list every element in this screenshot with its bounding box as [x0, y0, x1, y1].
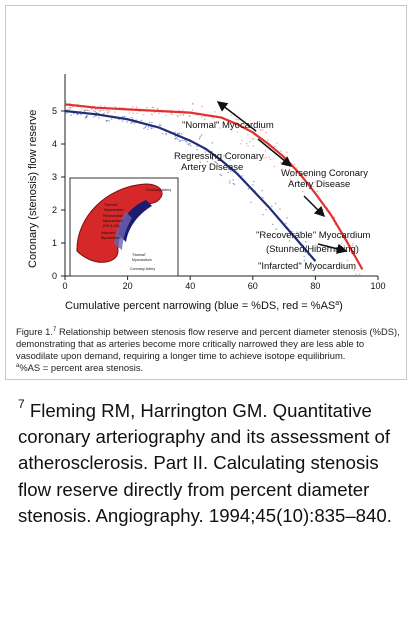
scatter-point [87, 109, 88, 110]
reference-citation [18, 398, 403, 529]
inset-label-infarcted-2: Myocardium [101, 236, 121, 240]
scatter-point [286, 217, 287, 218]
annotation-stunned: (Stunned/Hibernating) [266, 244, 359, 255]
scatter-point [187, 143, 188, 144]
caption-footnote-sup: a [16, 362, 20, 369]
scatter-point [246, 143, 247, 144]
scatter-point [182, 140, 183, 141]
scatter-point [294, 163, 295, 164]
scatter-point [317, 191, 318, 192]
scatter-point [240, 143, 241, 144]
y-tick-label: 2 [51, 205, 57, 215]
scatter-point [262, 214, 263, 215]
scatter-point [229, 182, 230, 183]
scatter-point [89, 110, 90, 111]
x-tick-label: 20 [122, 281, 133, 291]
scatter-point [177, 133, 178, 134]
scatter-point [279, 208, 280, 209]
scatter-point [95, 115, 96, 116]
scatter-point [157, 108, 158, 109]
scatter-point [81, 108, 82, 109]
scatter-point [212, 118, 213, 119]
scatter-point [214, 111, 215, 112]
scatter-point [180, 114, 181, 115]
scatter-point [149, 122, 150, 123]
scatter-point [152, 107, 153, 108]
scatter-point [302, 191, 303, 192]
scatter-point [152, 127, 153, 128]
x-tick-label: 0 [62, 281, 68, 291]
scatter-point [162, 133, 163, 134]
scatter-point [274, 166, 275, 167]
x-tick-label: 40 [185, 281, 196, 291]
scatter-point [118, 119, 119, 120]
scatter-point [181, 133, 182, 134]
scatter-point [190, 145, 191, 146]
inset-label-recoverable-1: Recoverable [103, 214, 124, 218]
scatter-point [261, 190, 262, 191]
scatter-point [192, 109, 193, 110]
scatter-point [80, 114, 81, 115]
scatter-point [106, 120, 107, 121]
scatter-point [305, 241, 306, 242]
scatter-point [68, 107, 69, 108]
scatter-point [141, 120, 142, 121]
caption-ref-sup: 7 [53, 326, 57, 333]
scatter-point [93, 116, 94, 117]
scatter-point [147, 129, 148, 130]
scatter-point [114, 111, 115, 112]
scatter-point [93, 110, 94, 111]
scatter-point [247, 145, 248, 146]
scatter-point [104, 112, 105, 113]
scatter-point [98, 117, 99, 118]
annotation-recoverable: "Recoverable" Myocardium [256, 230, 371, 241]
y-tick-label: 4 [51, 139, 57, 149]
figure-panel [5, 5, 407, 380]
caption-prefix: Figure 1. [16, 326, 53, 337]
scatter-point [153, 107, 154, 108]
scatter-point [276, 142, 277, 143]
scatter-point [303, 256, 304, 257]
inset-label-normal-4: Myocardium [132, 258, 152, 262]
figure-caption [16, 326, 401, 374]
scatter-point [136, 113, 137, 114]
scatter-point [265, 209, 266, 210]
annotation-normal: "Normal" Myocardium [182, 120, 274, 131]
scatter-point [100, 105, 101, 106]
scatter-point [84, 110, 85, 111]
scatter-point [355, 274, 356, 275]
inset-label-normal-1: "Normal" [104, 203, 119, 207]
annotation-infarcted: "Infarcted" Myocardium [258, 261, 357, 272]
scatter-point [73, 113, 74, 114]
scatter-point [359, 274, 360, 275]
scatter-point [158, 113, 159, 114]
scatter-point [270, 159, 271, 160]
scatter-point [86, 115, 87, 116]
inset-label-coronary-bottom: Coronary Artery [130, 267, 156, 271]
scatter-point [267, 140, 268, 141]
inset-myocardium-diagram [70, 178, 178, 276]
scatter-point [122, 120, 123, 121]
scatter-point [143, 128, 144, 129]
scatter-point [280, 150, 281, 151]
x-tick-label: 100 [370, 281, 386, 291]
scatter-point [266, 132, 267, 133]
scatter-point [77, 114, 78, 115]
scatter-point [175, 138, 176, 139]
scatter-point [72, 107, 73, 108]
scatter-point [145, 127, 146, 128]
scatter-point [183, 114, 184, 115]
scatter-point [241, 140, 242, 141]
scatter-point [204, 116, 205, 117]
scatter-point [229, 180, 230, 181]
scatter-point [70, 108, 71, 109]
scatter-point [171, 114, 172, 115]
scatter-point [262, 197, 263, 198]
scatter-point [271, 206, 272, 207]
caption-footnote: %AS = percent area stenosis. [19, 362, 144, 373]
scatter-point [185, 141, 186, 142]
scatter-point [70, 115, 71, 116]
scatter-point [199, 136, 200, 137]
scatter-point [285, 223, 286, 224]
scatter-point [234, 184, 235, 185]
caption-text: Relationship between stenosis flow reserve and percent diameter stenosis (%DS), demonstrating that as arteries become more critically narrowed they are less able to vasodilate upon demand, requiring a longer time to achieve isotope equilibrium. [16, 326, 400, 361]
scatter-point [177, 115, 178, 116]
scatter-point [274, 146, 275, 147]
scatter-point [199, 138, 200, 139]
scatter-point [99, 111, 100, 112]
scatter-point [189, 143, 190, 144]
x-axis-label-sup: a [335, 300, 340, 307]
scatter-point [151, 128, 152, 129]
scatter-point [151, 122, 152, 123]
inset-label-normal-3: "Normal" [132, 253, 147, 257]
scatter-point [124, 116, 125, 117]
inset-label-recoverable-3: (SH & SA) [103, 224, 120, 228]
annotation-worsening-2: Artery Disease [288, 179, 351, 190]
scatter-point [103, 110, 104, 111]
scatter-point [69, 109, 70, 110]
scatter-point [253, 181, 254, 182]
x-axis-label-main: Cumulative percent narrowing (blue = %DS, red = %AS [65, 300, 336, 312]
scatter-point [233, 179, 234, 180]
scatter-point [132, 106, 133, 107]
scatter-point [159, 124, 160, 125]
scatter-point [174, 132, 175, 133]
scatter-point [179, 141, 180, 142]
scatter-point [237, 131, 238, 132]
scatter-point [280, 162, 281, 163]
x-tick-label: 60 [247, 281, 258, 291]
scatter-point [94, 111, 95, 112]
scatter-point [250, 202, 251, 203]
scatter-point [111, 118, 112, 119]
y-tick-label: 1 [51, 238, 57, 248]
scatter-point [106, 110, 107, 111]
scatter-point [219, 174, 220, 175]
scatter-point [85, 110, 86, 111]
scatter-point [201, 134, 202, 135]
inset-label-normal-2: Myocardium [104, 208, 124, 212]
annotation-regressing-1: Regressing Coronary [174, 151, 264, 162]
scatter-point [136, 106, 137, 107]
x-axis-label [65, 300, 343, 312]
scatter-point [247, 134, 248, 135]
scatter-point [86, 116, 87, 117]
inset-label-coronary-top: Coronary Artery [146, 188, 172, 192]
y-tick-label: 5 [51, 106, 57, 116]
arrow-normal-to-recoverable [304, 196, 324, 216]
scatter-point [104, 106, 105, 107]
scatter-point [148, 126, 149, 127]
scatter-point [133, 122, 134, 123]
scatter-point [241, 175, 242, 176]
scatter-point [221, 175, 222, 176]
scatter-point [98, 109, 99, 110]
scatter-point [182, 109, 183, 110]
scatter-point [189, 116, 190, 117]
scatter-point [170, 113, 171, 114]
scatter-point [143, 114, 144, 115]
scatter-point [108, 120, 109, 121]
inset-label-infarcted-1: Infarcted [101, 231, 115, 235]
scatter-point [107, 112, 108, 113]
scatter-point [322, 209, 323, 210]
scatter-point [233, 183, 234, 184]
scatter-point [212, 142, 213, 143]
y-tick-label: 3 [51, 172, 57, 182]
scatter-point [177, 139, 178, 140]
scatter-point [334, 216, 335, 217]
reference-number: 7 [18, 396, 25, 411]
y-tick-label: 0 [51, 271, 57, 281]
scatter-point [65, 101, 66, 102]
x-tick-label: 80 [310, 281, 321, 291]
scatter-point [196, 146, 197, 147]
scatter-point [108, 110, 109, 111]
y-axis-label: Coronary (stenosis) flow reserve [27, 109, 39, 268]
scatter-point [126, 121, 127, 122]
scatter-point [272, 224, 273, 225]
scatter-point [132, 112, 133, 113]
scatter-point [151, 114, 152, 115]
scatter-point [252, 145, 253, 146]
scatter-point [249, 141, 250, 142]
scatter-point [131, 122, 132, 123]
inset-label-recoverable-2: Myocardium [103, 219, 123, 223]
scatter-point [146, 107, 147, 108]
scatter-point [165, 115, 166, 116]
scatter-point [179, 133, 180, 134]
scatter-point [201, 106, 202, 107]
scatter-point [166, 133, 167, 134]
scatter-point [131, 117, 132, 118]
scatter-point [230, 115, 231, 116]
scatter-point [269, 157, 270, 158]
x-axis-label-end: ) [339, 300, 343, 312]
reference-text: Fleming RM, Harrington GM. Quantitative coronary arteriography and its assessment of atherosclerosis. Part II. Calculating stenosis flow reserve directly from percent diameter stenosis. Angiography. 1994;45(10):835–840. [18, 400, 392, 526]
scatter-point [66, 112, 67, 113]
annotation-regressing-2: Artery Disease [181, 162, 244, 173]
scatter-point [129, 112, 130, 113]
scatter-point [248, 188, 249, 189]
scatter-point [221, 107, 222, 108]
scatter-point [201, 116, 202, 117]
stenosis-flow-reserve-chart [6, 6, 406, 326]
scatter-point [253, 138, 254, 139]
scatter-point [108, 111, 109, 112]
scatter-point [192, 103, 193, 104]
scatter-point [252, 184, 253, 185]
scatter-point [266, 157, 267, 158]
scatter-point [154, 112, 155, 113]
scatter-point [265, 150, 266, 151]
scatter-point [275, 203, 276, 204]
scatter-point [145, 125, 146, 126]
annotation-worsening-1: Worsening Coronary [281, 168, 368, 179]
scatter-point [286, 152, 287, 153]
